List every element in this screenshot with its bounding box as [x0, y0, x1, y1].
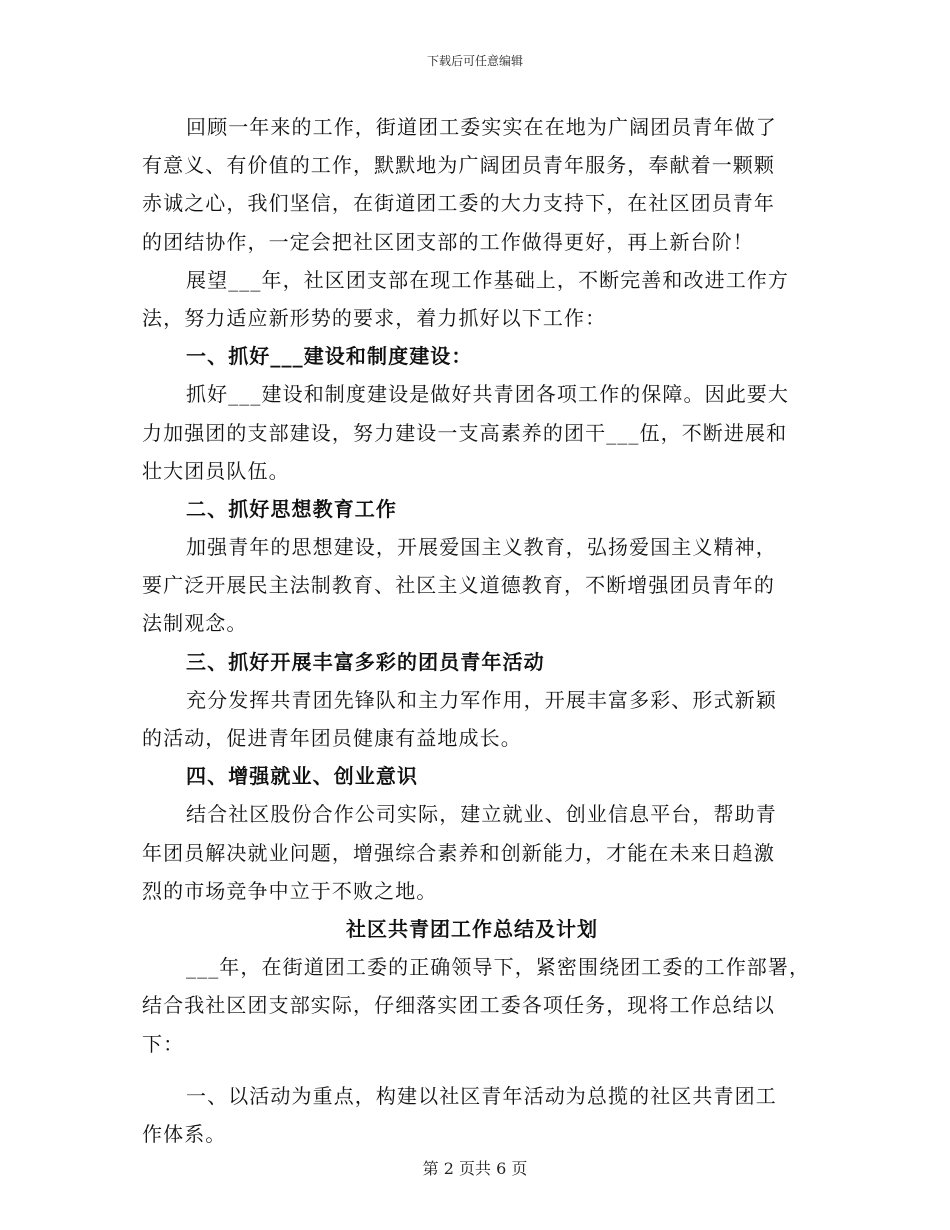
paragraph-line: 的活动，促进青年团员健康有益地成长。: [142, 726, 522, 750]
paragraph-line: 下：: [142, 1031, 185, 1056]
section-heading: 三、抓好开展丰富多彩的团员青年活动: [186, 649, 545, 674]
section-heading: 四、增强就业、创业意识: [186, 764, 419, 789]
paragraph-line: 法，努力适应新形势的要求，着力抓好以下工作：: [142, 305, 607, 330]
paragraph-line: 壮大团员队伍。: [142, 458, 290, 483]
page-header: 下载后可任意编辑: [426, 54, 523, 68]
paragraph-line: 一、以活动为重点，构建以社区青年活动为总揽的社区共青团工: [186, 1083, 777, 1108]
section-heading: 一、抓好___建设和制度建设：: [186, 344, 473, 369]
paragraph-line: 要广泛开展民主法制教育、社区主义道德教育，不断增强团员青年的: [142, 573, 775, 598]
paragraph-line: 加强青年的思想建设，开展爱国主义教育，弘扬爱国主义精神，: [186, 535, 777, 560]
paragraph-line: 烈的市场竞争中立于不败之地。: [142, 878, 438, 903]
paragraph-line: 力加强团的支部建设，努力建设一支高素养的团干___伍，不断进展和: [142, 420, 788, 445]
paragraph-line: 的团结协作，一定会把社区团支部的工作做得更好，再上新台阶！: [142, 229, 754, 254]
paragraph-line: ___年，在街道团工委的正确领导下，紧密围绕团工委的工作部署，: [186, 955, 811, 980]
paragraph-line: 展望___年，社区团支部在现工作基础上，不断完善和改进工作方: [186, 267, 789, 292]
document-body: [142, 108, 811, 1153]
document-title: 社区共青团工作总结及计划: [346, 916, 598, 941]
paragraph-line: 充分发挥共青团先锋队和主力军作用，开展丰富多彩、形式新颖: [186, 687, 777, 712]
paragraph-line: 法制观念。: [142, 611, 248, 636]
paragraph-gap: [142, 1063, 802, 1077]
paragraph-line: 年团员解决就业问题，增强综合素养和创新能力，才能在未来日趋激: [142, 840, 775, 865]
paragraph-line: 作体系。: [142, 1121, 227, 1146]
paragraph-line: 抓好___建设和制度建设是做好共青团各项工作的保障。因此要大: [186, 382, 789, 407]
paragraph-line: 结合社区股份合作公司实际，建立就业、创业信息平台，帮助青: [186, 802, 777, 827]
section-heading: 二、抓好思想教育工作: [186, 496, 397, 521]
paragraph-line: 回顾一年来的工作，街道团工委实实在在地为广阔团员青年做了: [186, 115, 777, 139]
paragraph-line: 赤诚之心，我们坚信，在街道团工委的大力支持下，在社区团员青年: [142, 191, 775, 216]
paragraph-line: 结合我社区团支部实际，仔细落实团工委各项任务，现将工作总结以: [142, 993, 775, 1018]
page-footer: 第 2 页共 6 页: [422, 1159, 528, 1178]
paragraph-line: 有意义、有价值的工作，默默地为广阔团员青年服务，奉献着一颗颗: [142, 153, 775, 178]
